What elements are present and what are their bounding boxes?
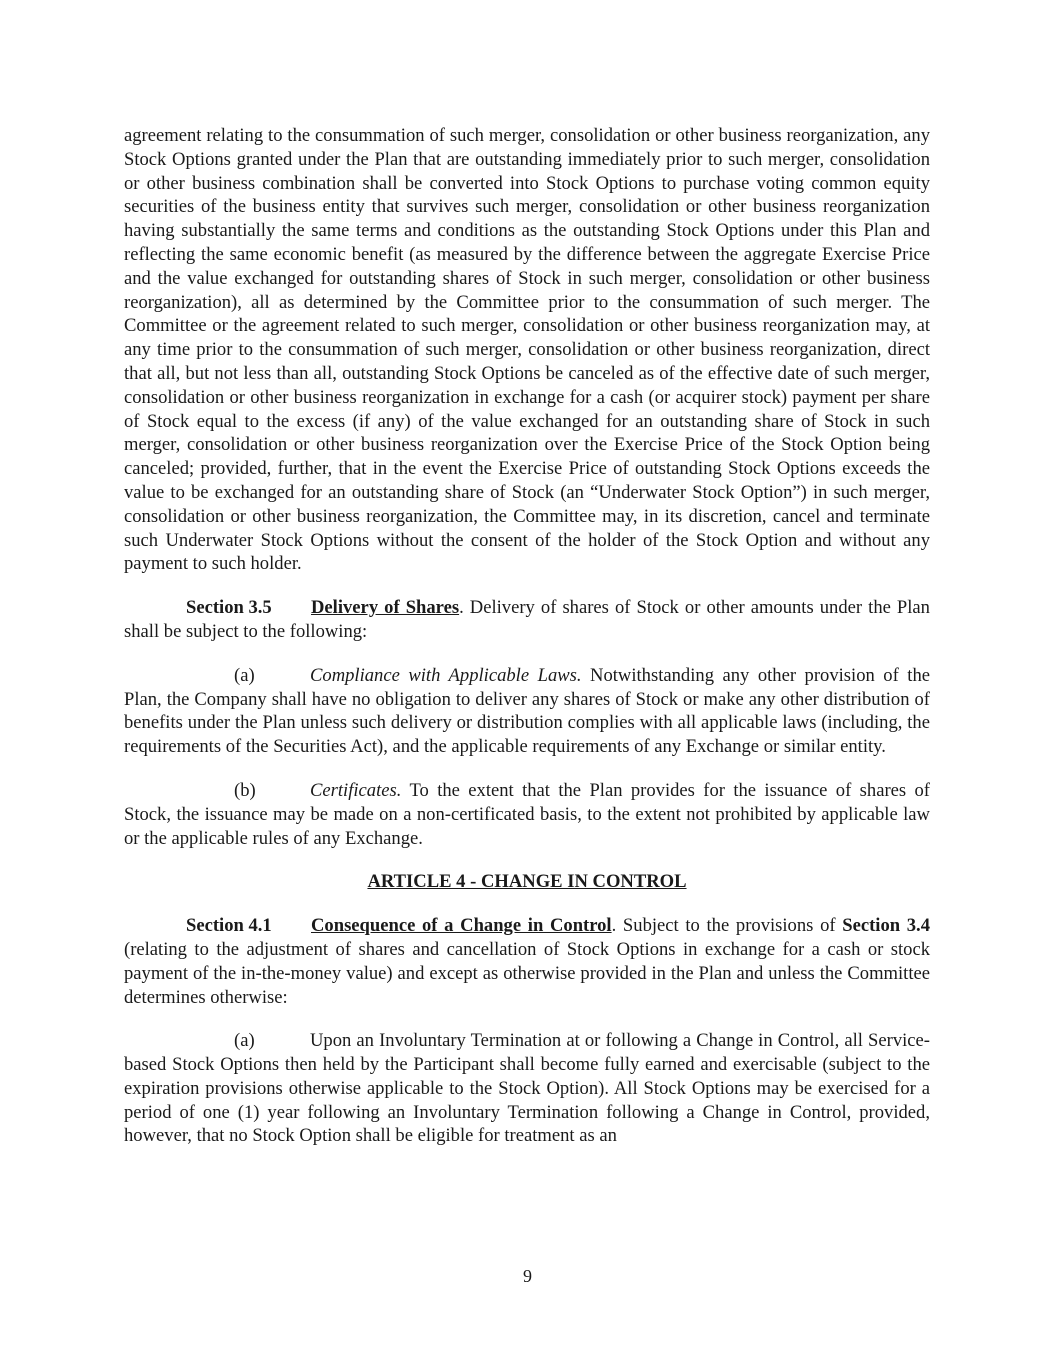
item-text: Notwithstanding any other provision of the Plan, the Company shall have no obligation to deliver any shares of Stock or make any other distribution of benefits under the Plan unless such delivery or distribution complies with all applicable laws (including, the requirements of the Securities Act), and the applicable requirements of any Exchange or similar entity. [124, 664, 930, 758]
section-4-1-text-before-ref: . Subject to the provisions of [611, 915, 843, 937]
item-title: Certificates. [310, 779, 402, 801]
section-3-5-item-a [124, 664, 930, 759]
section-4-1-paragraph [124, 914, 930, 1009]
section-3-5-text: . Delivery of shares of Stock or other amounts under the Plan shall be subject to the following: [124, 597, 930, 642]
item-label: (a) [234, 1030, 255, 1052]
section-3-5-item-b [124, 779, 930, 850]
item-label: (b) [234, 779, 256, 801]
section-3-5-paragraph [124, 596, 930, 644]
item-text: Upon an Involuntary Termination at or following a Change in Control, all Service-based Stock Options then held by the Participant shall become fully earned and exercisable (subject to the expiration provisions otherwise applicable to the Stock Option). All Stock Options may be exercised for a period of one (1) year following an Involuntary Termination following a Change in Control, provided, however, that no Stock Option shall be eligible for treatment as an [124, 1030, 930, 1147]
section-4-1-number: Section 4.1 [186, 915, 272, 937]
item-text: To the extent that the Plan provides for the issuance of shares of Stock, the issuance may be made on a non-certificated basis, to the extent not prohibited by applicable law or the applicable rules of any Exchange. [124, 779, 930, 849]
section-3-5-title: Delivery of Shares [311, 597, 460, 619]
section-3-5-number: Section 3.5 [186, 597, 272, 619]
section-4-1-item-a [124, 1029, 930, 1148]
item-title: Compliance with Applicable Laws. [310, 664, 582, 686]
document-page [124, 124, 930, 1148]
continuation-paragraph: agreement relating to the consummation of such merger, consolidation or other business reorganization, any Stock Options granted under the Plan that are outstanding immediately prior to such merger, consolidation or other business combination shall be converted into Stock Options to purchase voting common equity securities of the business entity that survives such merger, consolidation or other business reorganization having substantially the same terms and conditions as the outstanding Stock Options under this Plan and reflecting the same economic benefit (as measured by the difference between the aggregate Exercise Price and the value exchanged for outstanding shares of Stock in such merger, consolidation or other business reorganization), all as determined by the Committee prior to the consummation of such merger. The Committee or the agreement related to such merger, consolidation or other business reorganization may, at any time prior to the consummation of such merger, consolidation or other business reorganization, direct that all, but not less than all, outstanding Stock Options be canceled as of the effective date of such merger, consolidation or other business reorganization in exchange for a cash (or acquirer stock) payment per share of Stock equal to the excess (if any) of the value exchanged for an outstanding share of Stock in such merger, consolidation or other business reorganization over the Exercise Price of the Stock Option being canceled; provided, further, that in the event the Exercise Price of outstanding Stock Options exceeds the value to be exchanged for an outstanding share of Stock (an “Underwater Stock Option”) in such merger, consolidation or other business reorganization, the Committee may, in its discretion, cancel and terminate such Underwater Stock Options without the consent of the holder of the Stock Option and without any payment to such holder. [124, 125, 930, 575]
item-label: (a) [234, 664, 255, 686]
page-number: 9 [523, 1266, 532, 1286]
section-4-1-text-after-ref: (relating to the adjustment of shares and cancellation of Stock Options in exchange for a cash or stock payment of the in-the-money value) and except as otherwise provided in the Plan and unless the Committee determines otherwise: [124, 938, 930, 1008]
section-4-1-title: Consequence of a Change in Control [311, 915, 612, 937]
section-4-1-reference: Section 3.4 [842, 915, 930, 937]
article-4-heading: ARTICLE 4 - CHANGE IN CONTROL [367, 871, 687, 893]
